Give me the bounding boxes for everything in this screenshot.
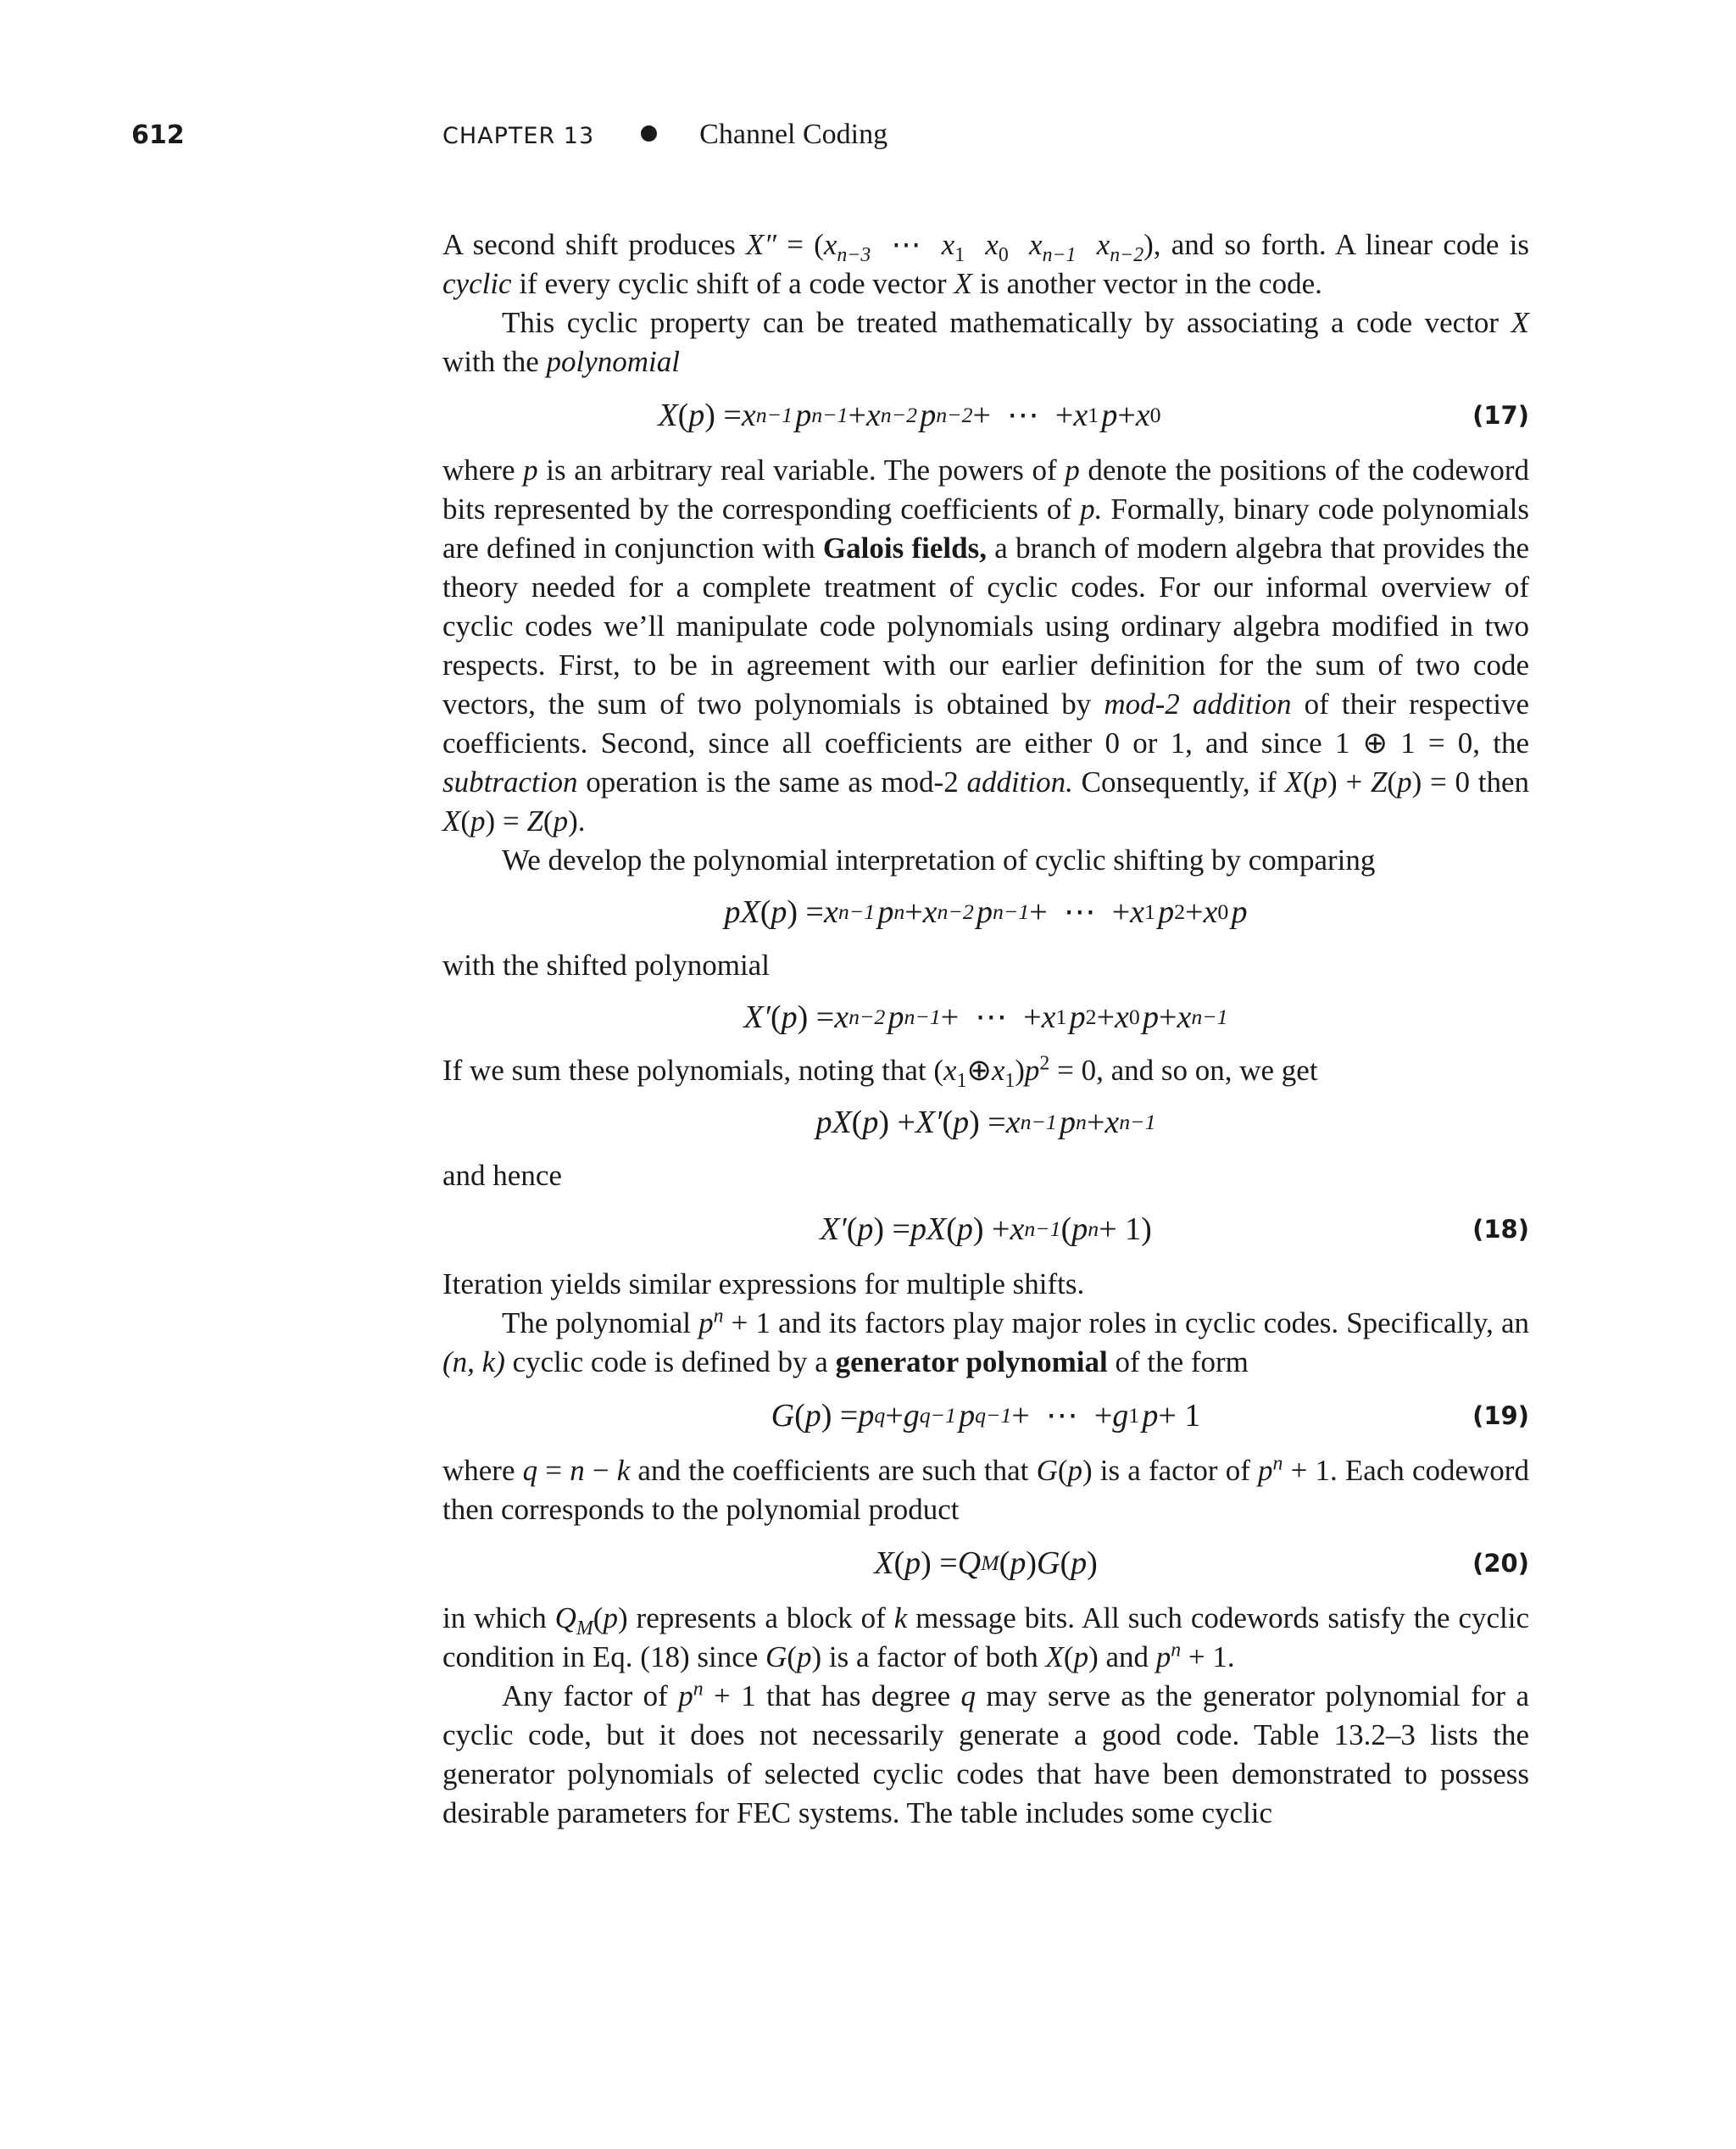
chapter-title: Channel Coding (699, 119, 888, 150)
text-span: represents a block of (627, 1601, 894, 1634)
equation-pX: pX ( p ) = x n−1 p n + x n−2 p n−1 + ⋯ + x 1 p 2 + x 0 p (724, 894, 1248, 930)
paragraph-10: where q = n − k and the coefficients are such that G(p) is a factor of $p^n + 1$. Each codeword then corresponds to the polynomial product (442, 1452, 1529, 1526)
equation-number: (19) (1472, 1401, 1529, 1430)
text-span: may serve as the generator polynomial for a cyclic code, but it does not necessarily generate a good code. Table 13.2–3 lists the generator polynomials of selected cyclic codes that have been demonstrated to possess desirable parameters for FEC systems. The table includes some cyclic (442, 1679, 1529, 1829)
equation-19: G ( p ) = p q + g q−1 p q−1 + ⋯ + g 1 p + 1 (19) (771, 1398, 1529, 1434)
text-span: + 1 that has degree (703, 1679, 961, 1712)
equation-sum: pX ( p ) + X′ ( p ) = x n−1 p n + x n−1 (815, 1105, 1156, 1140)
chapter-label: CHAPTER 13 (442, 123, 595, 149)
text-span: operation is the same as mod-2 (577, 766, 967, 799)
text-span: then (1469, 766, 1529, 799)
paragraph-12: Any factor of $p^n + 1$ that has degree q may serve as the generator polynomial for a cyclic code, but it does not necessarily generate a good code. Table 13.2–3 lists the generator polynomials of selected cyclic codes that have been demonstrated to possess desirable parameters for FEC systems. The table includes some cyclic (442, 1678, 1529, 1829)
equation-17: X ( p ) = x n−1 p n−1 + x n−2 p n−2 + ⋯ + x 1 p + x 0 (17) (658, 398, 1529, 433)
text-span: = 0, and so on, we get (1049, 1054, 1318, 1087)
equation-20: X ( p ) = Q M ( p ) G ( p ) (20) (874, 1545, 1529, 1581)
bold-term: Galois fields, (822, 532, 987, 565)
text-span: + 1. (1181, 1640, 1235, 1673)
text-span: A second shift produces (442, 228, 746, 261)
text-span: and the coefficients are such that (630, 1454, 1037, 1487)
text-span: is another vector in the code. (971, 267, 1322, 300)
italic-term: subtraction (442, 766, 578, 799)
equation-18: X′ ( p ) = pX ( p ) + x n−1 ( p n + 1) (18) (820, 1211, 1529, 1247)
equation-number: (20) (1472, 1549, 1529, 1578)
text-span: is a factor of both (821, 1640, 1046, 1673)
italic-term: cyclic (442, 267, 512, 300)
equation-shifted: X′ ( p ) = x n−2 p n−1 + ⋯ + x 1 p 2 + x 0 p + x n−1 (743, 999, 1228, 1035)
paragraph-6: If we sum these polynomials, noting that $(x_1\oplus x_1)p^2 = 0$, and so on, we get (442, 1052, 1318, 1092)
body-text (442, 225, 1529, 1833)
italic-term: (n, k) (442, 1345, 505, 1378)
text-span: Formally, binary code polynomials are defined in conjunction with (442, 493, 1529, 565)
italic-term: polynomial (546, 345, 680, 378)
text-span: if every cyclic shift of a code vector (511, 267, 954, 300)
paragraph-3: where p is an arbitrary real variable. The powers of p denote the positions of the codeword bits represented by the corresponding coefficients of p. Formally, binary code polynomials are defined in conjunction with Galois fields, a branch of modern algebra that provides the theory needed for a complete treatment of cyclic codes. For our informal overview of cyclic codes we’ll manipulate code polynomials using ordinary algebra modified in two respects. First, to be in agreement with our earlier definition for the sum of two code vectors, the sum of two polynomials is obtained by mod-2 addition of their respective coefficients. Second, since all coefficients are either 0 or 1, and since 1 ⊕ 1 = 0, the subtraction operation is the same as mod-2 addition. Consequently, if X(p) + Z(p) = 0 then X(p) = Z(p). (442, 454, 1530, 838)
text-span: Consequently, if (1072, 766, 1285, 799)
bold-term: generator polynomial (835, 1345, 1108, 1378)
text-span: message bits. All such codewords satisfy the cyclic condition in Eq. (18) since (442, 1601, 1529, 1673)
text-span: and (1098, 1640, 1156, 1673)
paragraph-8: Iteration yields similar expressions for multiple shifts. (442, 1267, 1085, 1300)
text-span: with the (442, 345, 547, 378)
paragraph-9: The polynomial $p^n + 1$ and its factors play major roles in cyclic codes. Specifically, an (n, k) cyclic code is defined by a generator polynomial of the form (442, 1305, 1529, 1378)
text-span: If we sum these polynomials, noting that (442, 1054, 934, 1087)
text-span: in which (442, 1601, 555, 1634)
text-span: where (442, 454, 524, 487)
text-span: , and so forth. A linear code is (1153, 228, 1530, 261)
running-head (442, 119, 887, 151)
text-span: + 1 and its factors play major roles in cyclic codes. Specifically, an (723, 1306, 1529, 1339)
text-span: where (442, 1454, 523, 1487)
text-span: is a factor of (1092, 1454, 1259, 1487)
paragraph-2: This cyclic property can be treated mathematically by associating a code vector X with the polynomial (442, 306, 1529, 378)
text-span: of the form (1107, 1345, 1249, 1378)
italic-term: mod-2 addition (1104, 688, 1292, 721)
bullet-icon (641, 125, 657, 142)
paragraph-7: and hence (442, 1159, 562, 1192)
page-number: 612 (131, 120, 185, 150)
paragraph-4: We develop the polynomial interpretation of cyclic shifting by comparing (502, 843, 1376, 877)
equation-number: (17) (1472, 401, 1529, 430)
italic-term: addition. (966, 766, 1073, 799)
text-span: + 1. Each codeword then corresponds to the polynomial product (442, 1454, 1529, 1526)
text-span: of their respective coefficients. Second, since all coefficients are either 0 or 1, and since 1 ⊕ 1 = 0, the (442, 688, 1530, 760)
text-span: This cyclic property can be treated mathematically by associating a code vector (502, 306, 1511, 339)
text-span: is an arbitrary real variable. The powers of (537, 454, 1066, 487)
paragraph-5: with the shifted polynomial (442, 949, 770, 982)
text-span: cyclic code is defined by a (504, 1345, 836, 1378)
text-span: The polynomial (502, 1306, 699, 1339)
text-span: denote the positions of the codeword bits represented by the corresponding coefficients of (442, 454, 1529, 526)
text-span: a branch of modern algebra that provides the theory needed for a complete treatment of cyclic codes. For our informal overview of cyclic codes we’ll manipulate code polynomials using ordinary algebra modified in two respects. First, to be in agreement with our earlier definition for the sum of two code vectors, the sum of two polynomials is obtained by (442, 532, 1529, 721)
paragraph-11: in which $Q_M(p)$ represents a block of k message bits. All such codewords satisfy the cyclic condition in Eq. (18) since G(p) is a factor of both X(p) and $p^n + 1$. (442, 1601, 1529, 1673)
equation-number: (18) (1472, 1215, 1529, 1244)
paragraph-1: A second shift produces $X'' = (x_{n-3}$ ⋯ $x_1$ $x_0$ $x_{n-1}$ $x_{n-2}$), and so forth. A linear code is cyclic if every cyclic shift of a code vector X is another vector in the code. (442, 228, 1530, 300)
text-span: Any factor of (502, 1679, 679, 1712)
